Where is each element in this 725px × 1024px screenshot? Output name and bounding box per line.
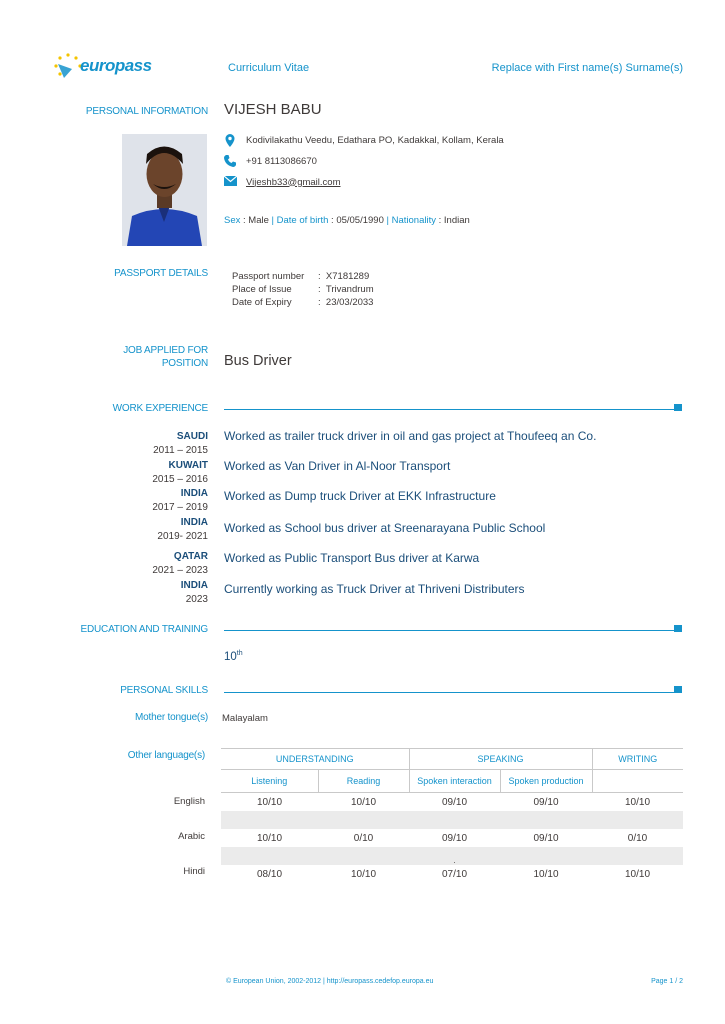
writing-header: WRITING: [592, 749, 683, 770]
doc-type: Curriculum Vitae: [228, 62, 310, 74]
section-divider-end: [674, 686, 682, 693]
work-location: QATAR 2021 – 2023: [152, 551, 208, 576]
passport-row: Place of Issue : Trivandrum: [232, 284, 374, 295]
dob-value: 05/05/1990: [336, 215, 384, 226]
work-location: INDIA 2017 – 2019: [152, 488, 208, 513]
passport-row: Passport number : X7181289: [232, 271, 370, 282]
table-cell: [500, 847, 683, 865]
section-divider: [224, 630, 676, 631]
table-cell: 10/10: [256, 796, 283, 808]
understanding-header: UNDERSTANDING: [221, 749, 409, 770]
table-cell: 09/10: [533, 832, 559, 844]
work-description: Worked as Dump truck Driver at EKK Infrastructure: [224, 489, 496, 503]
work-location: SAUDI 2011 – 2015: [153, 431, 208, 456]
photo: [122, 134, 207, 246]
section-divider: [224, 409, 676, 410]
work-location: INDIA 2019- 2021: [157, 517, 208, 542]
email-link[interactable]: Vijeshb33@gmail.com: [246, 176, 341, 188]
section-divider-end: [674, 404, 682, 411]
table-cell: [221, 847, 409, 865]
personal-details-line: Sex : Male | Date of birth : 05/05/1990 | Nationality : Indian: [224, 215, 470, 226]
education-label: EDUCATION AND TRAINING: [80, 624, 208, 635]
job-value: Bus Driver: [224, 353, 292, 369]
address-row: [224, 134, 504, 146]
table-cell: 10/10: [350, 796, 377, 808]
table-cell: 10/10: [624, 796, 651, 808]
mother-tongue-value: Malayalam: [222, 713, 268, 724]
language-name: Arabic: [178, 831, 205, 842]
work-description: Currently working as Truck Driver at Thriveni Distributers: [224, 582, 525, 596]
nationality-label: Nationality: [391, 215, 436, 226]
table-cell: [221, 811, 683, 829]
language-name: English: [173, 796, 205, 807]
work-description: Worked as School bus driver at Sreenarayana Public School: [224, 521, 546, 535]
europass-logo: [52, 52, 152, 84]
table-cell: 10/10: [533, 868, 559, 880]
table-cell: 10/10: [624, 868, 651, 880]
spoken-production-header: Spoken production: [500, 770, 592, 793]
table-row: [221, 829, 683, 847]
table-cell: .: [409, 847, 500, 865]
spoken-interaction-header: Spoken interaction: [409, 770, 500, 793]
table-cell: 10/10: [256, 832, 283, 844]
passport-details: [232, 270, 374, 309]
work-description: Worked as trailer truck driver in oil and gas project at Thoufeeq an Co.: [224, 429, 597, 443]
address-text: Kodivilakathu Veedu, Edathara PO, Kadakkal, Kollam, Kerala: [246, 134, 504, 146]
table-subheader-row: [221, 770, 683, 793]
table-cell: 09/10: [441, 796, 468, 808]
phone-text: +91 8113086670: [246, 155, 317, 167]
table-row: [221, 865, 683, 883]
work-location: KUWAIT 2015 – 2016: [152, 460, 208, 485]
email-row: [224, 176, 341, 188]
table-cell: 07/10: [441, 868, 468, 880]
other-languages-label: Other language(s): [127, 750, 205, 761]
phone-row: [224, 155, 317, 167]
personal-skills-label: PERSONAL SKILLS: [120, 685, 208, 696]
work-description: Worked as Public Transport Bus driver at Karwa: [224, 551, 480, 565]
nationality-value: Indian: [443, 215, 470, 226]
listening-header: Listening: [221, 770, 318, 793]
language-name: Hindi: [183, 866, 205, 877]
header-name: Replace with First name(s) Surname(s): [491, 62, 683, 74]
passport-row: Date of Expiry : 23/03/2033: [232, 297, 374, 308]
section-divider-end: [674, 625, 682, 632]
table-spacer-row: [221, 847, 683, 865]
table-cell: 09/10: [533, 796, 559, 808]
language-skills-table: [221, 748, 683, 883]
job-label-line1: JOB APPLIED FOR: [123, 345, 208, 356]
dob-label: Date of birth: [276, 215, 329, 226]
table-row: [221, 793, 683, 812]
phone-icon: [224, 155, 238, 167]
footer-page-number: Page 1 / 2: [651, 978, 683, 985]
personal-info-label: PERSONAL INFORMATION: [85, 106, 208, 117]
envelope-icon: [224, 176, 238, 188]
sex-label: Sex: [224, 215, 241, 226]
mother-tongue-label: Mother tongue(s): [135, 712, 208, 723]
table-cell: 08/10: [256, 868, 283, 880]
job-label-line2: POSITION: [161, 358, 208, 369]
section-divider: [224, 692, 676, 693]
location-pin-icon: [224, 134, 238, 146]
footer-copyright: © European Union, 2002-2012 | http://europass.cedefop.europa.eu: [226, 978, 434, 985]
table-cell: 0/10: [353, 832, 374, 844]
logo-text: europass: [80, 56, 152, 75]
table-spacer-row: [221, 811, 683, 829]
job-applied-label: [123, 344, 208, 370]
work-description: Worked as Van Driver in Al-Noor Transport: [224, 459, 451, 473]
table-cell: 0/10: [627, 832, 648, 844]
education-value: 10th: [224, 650, 243, 663]
table-cell: 09/10: [441, 832, 468, 844]
work-location: INDIA 2023: [180, 580, 208, 605]
person-photo-icon: [122, 134, 207, 246]
work-experience-label: WORK EXPERIENCE: [112, 403, 208, 414]
table-header-row: [221, 749, 683, 770]
passport-label: PASSPORT DETAILS: [114, 268, 208, 279]
writing-subheader: [592, 770, 683, 793]
sex-value: Male: [248, 215, 269, 226]
speaking-header: SPEAKING: [409, 749, 592, 770]
person-name: VIJESH BABU: [224, 101, 322, 118]
table-cell: 10/10: [350, 868, 377, 880]
reading-header: Reading: [318, 770, 409, 793]
